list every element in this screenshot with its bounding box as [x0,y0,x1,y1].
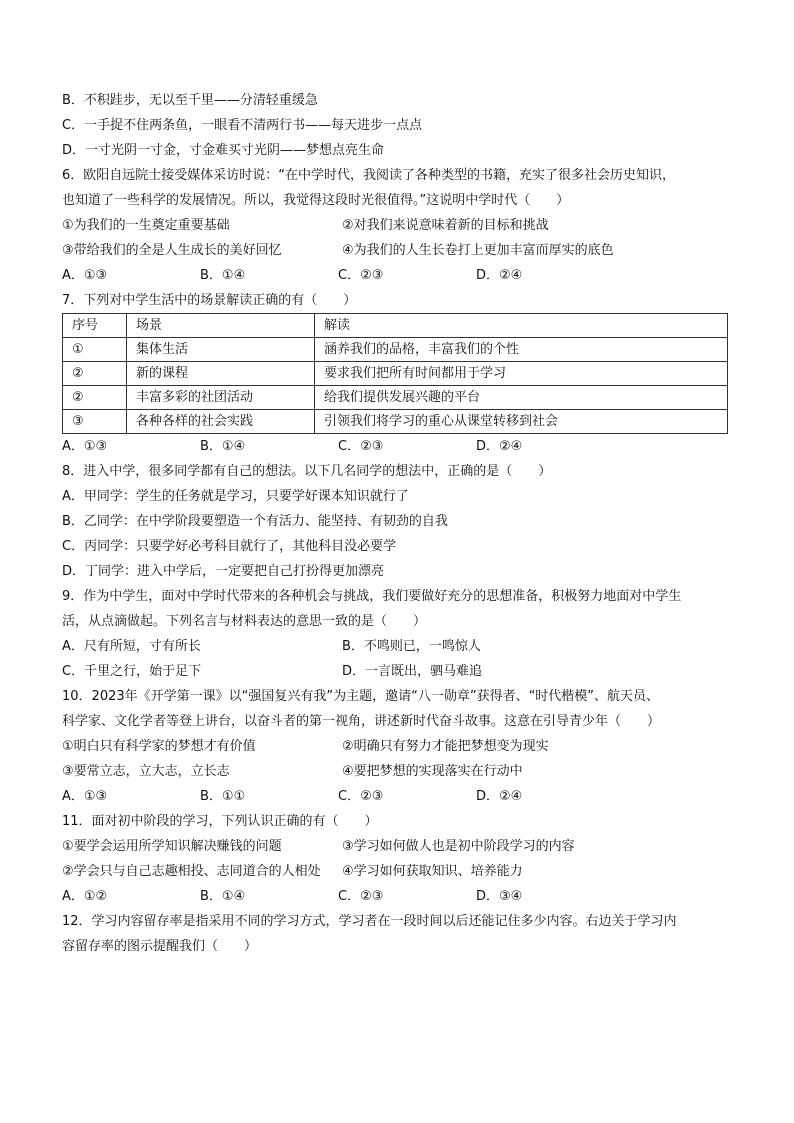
table-cell: 给我们提供发展兴趣的平台 [315,386,728,410]
q9-stem-line2: 活，从点滴做起。下列名言与材料表达的意思一致的是（ ） [62,614,427,629]
table-header-row [63,314,728,338]
q10-option-b: B．①① [200,789,246,804]
q11-stem: 11．面对初中阶段的学习，下列认识正确的有（ ） [62,814,378,829]
q9-option-c: C．千里之行，始于足下 [62,664,202,679]
q11-options [62,884,734,909]
q7-option-c: C．②③ [338,439,384,454]
q6-statements-row1 [62,213,734,238]
exam-page [62,88,734,959]
q11-option-b: B．①④ [200,889,246,904]
q12-stem-line2: 容留存率的图示提醒我们（ ） [62,939,258,954]
q6-statement-3: ③带给我们的全是人生成长的美好回忆 [62,243,282,258]
q10-statement-1: ①明白只有科学家的梦想才有价值 [62,739,256,754]
q9-option-d: D．一言既出，驷马难追 [342,664,483,679]
table-cell: 涵养我们的品格，丰富我们的个性 [315,338,728,362]
q10-statements-row2 [62,759,734,784]
q10-statements-row1 [62,734,734,759]
q11-statements-row2 [62,859,734,884]
table-row [63,362,728,386]
q10-option-a: A．①③ [62,789,108,804]
table-cell: ② [63,362,127,386]
table-row [63,410,728,434]
table-cell: ① [63,338,127,362]
q10-statement-3: ③要常立志，立大志，立长志 [62,764,230,779]
q8-option-d: D．丁同学：进入中学后，一定要把自己打扮得更加漂亮 [62,564,385,579]
table-cell: 集体生活 [127,338,315,362]
q7-scene-table [62,313,728,434]
q9-option-b: B．不鸣则已，一鸣惊人 [342,639,481,654]
q8-option-a: A．甲同学：学生的任务就是学习，只要学好课本知识就行了 [62,489,409,504]
q11-option-c: C．②③ [338,889,384,904]
table-cell: 丰富多彩的社团活动 [127,386,315,410]
table-cell: 新的课程 [127,362,315,386]
q8-stem: 8．进入中学，很多同学都有自己的想法。以下几名同学的想法中，正确的是（ ） [62,464,552,479]
q6-stem-line1: 6．欧阳自远院士接受媒体采访时说：“在中学时代，我阅读了各种类型的书籍，充实了很多社会历史知识， [62,168,676,183]
q11-statement-2: ②学会只与自己志趣相投、志同道合的人相处 [62,864,321,879]
q9-stem-line1: 9．作为中学生，面对中学时代带来的各种机会与挑战，我们要做好充分的思想准备，积极努力地面对中学生 [62,589,682,604]
q6-stem-line2: 也知道了一些科学的发展情况。所以，我觉得这段时光很值得。”这说明中学时代（ ） [62,193,570,208]
q11-statement-3: ③学习如何做人也是初中阶段学习的内容 [342,839,575,854]
q10-option-d: D．②④ [476,789,523,804]
q6-statements-row2 [62,238,734,263]
q9-option-a: A．尺有所短，寸有所长 [62,639,201,654]
table-cell: 要求我们把所有时间都用于学习 [315,362,728,386]
table-header-cell: 场景 [127,314,315,338]
q11-statement-1: ①要学会运用所学知识解决赚钱的问题 [62,839,282,854]
q12-stem-line1: 12．学习内容留存率是指采用不同的学习方式，学习者在一段时间以后还能记住多少内容。右边关于学习内 [62,914,677,929]
table-cell: ② [63,386,127,410]
q10-statement-4: ④要把梦想的实现落实在行动中 [342,764,523,779]
q6-options [62,263,734,288]
q7-option-a: A．①③ [62,439,108,454]
q10-stem-line1: 10．2023年《开学第一课》以“强国复兴有我”为主题，邀请“八一勋章”获得者、“时代楷模”、航天员、 [62,689,660,704]
table-row [63,386,728,410]
q10-statement-2: ②明确只有努力才能把梦想变为现实 [342,739,549,754]
q9-options-row1 [62,634,734,659]
table-cell: 各种各样的社会实践 [127,410,315,434]
q7-stem: 7．下列对中学生活中的场景解读正确的有（ ） [62,293,357,308]
q6-statement-4: ④为我们的人生长卷打上更加丰富而厚实的底色 [342,243,614,258]
q11-option-d: D．③④ [476,889,523,904]
q6-statement-1: ①为我们的一生奠定重要基础 [62,218,230,233]
q5-option-d: D．一寸光阴一寸金，寸金难买寸光阴——梦想点亮生命 [62,143,385,158]
q8-option-c: C．丙同学：只要学好必考科目就行了，其他科目没必要学 [62,539,397,554]
table-header-cell: 解读 [315,314,728,338]
table-header-cell: 序号 [63,314,127,338]
table-cell: ③ [63,410,127,434]
q6-option-c: C．②③ [338,268,384,283]
table-cell: 引领我们将学习的重心从课堂转移到社会 [315,410,728,434]
q10-stem-line2: 科学家、文化学者等登上讲台，以奋斗者的第一视角，讲述新时代奋斗故事。这意在引导青少年（ ） [62,714,661,729]
q7-options [62,434,734,459]
table-row [63,338,728,362]
q11-statements-row1 [62,834,734,859]
q7-option-b: B．①④ [200,439,246,454]
q7-option-d: D．②④ [476,439,523,454]
q9-options-row2 [62,659,734,684]
q5-option-b: B．不积跬步，无以至千里——分清轻重缓急 [62,93,318,108]
q6-statement-2: ②对我们来说意味着新的目标和挑战 [342,218,549,233]
q10-option-c: C．②③ [338,789,384,804]
q8-option-b: B．乙同学：在中学阶段要塑造一个有活力、能坚持、有韧劲的自我 [62,514,448,529]
q6-option-d: D．②④ [476,268,523,283]
q5-option-c: C．一手捉不住两条鱼，一眼看不清两行书——每天进步一点点 [62,118,423,133]
q11-statement-4: ④学习如何获取知识、培养能力 [342,864,523,879]
q6-option-b: B．①④ [200,268,246,283]
q10-options [62,784,734,809]
q6-option-a: A．①③ [62,268,108,283]
q11-option-a: A．①② [62,889,108,904]
